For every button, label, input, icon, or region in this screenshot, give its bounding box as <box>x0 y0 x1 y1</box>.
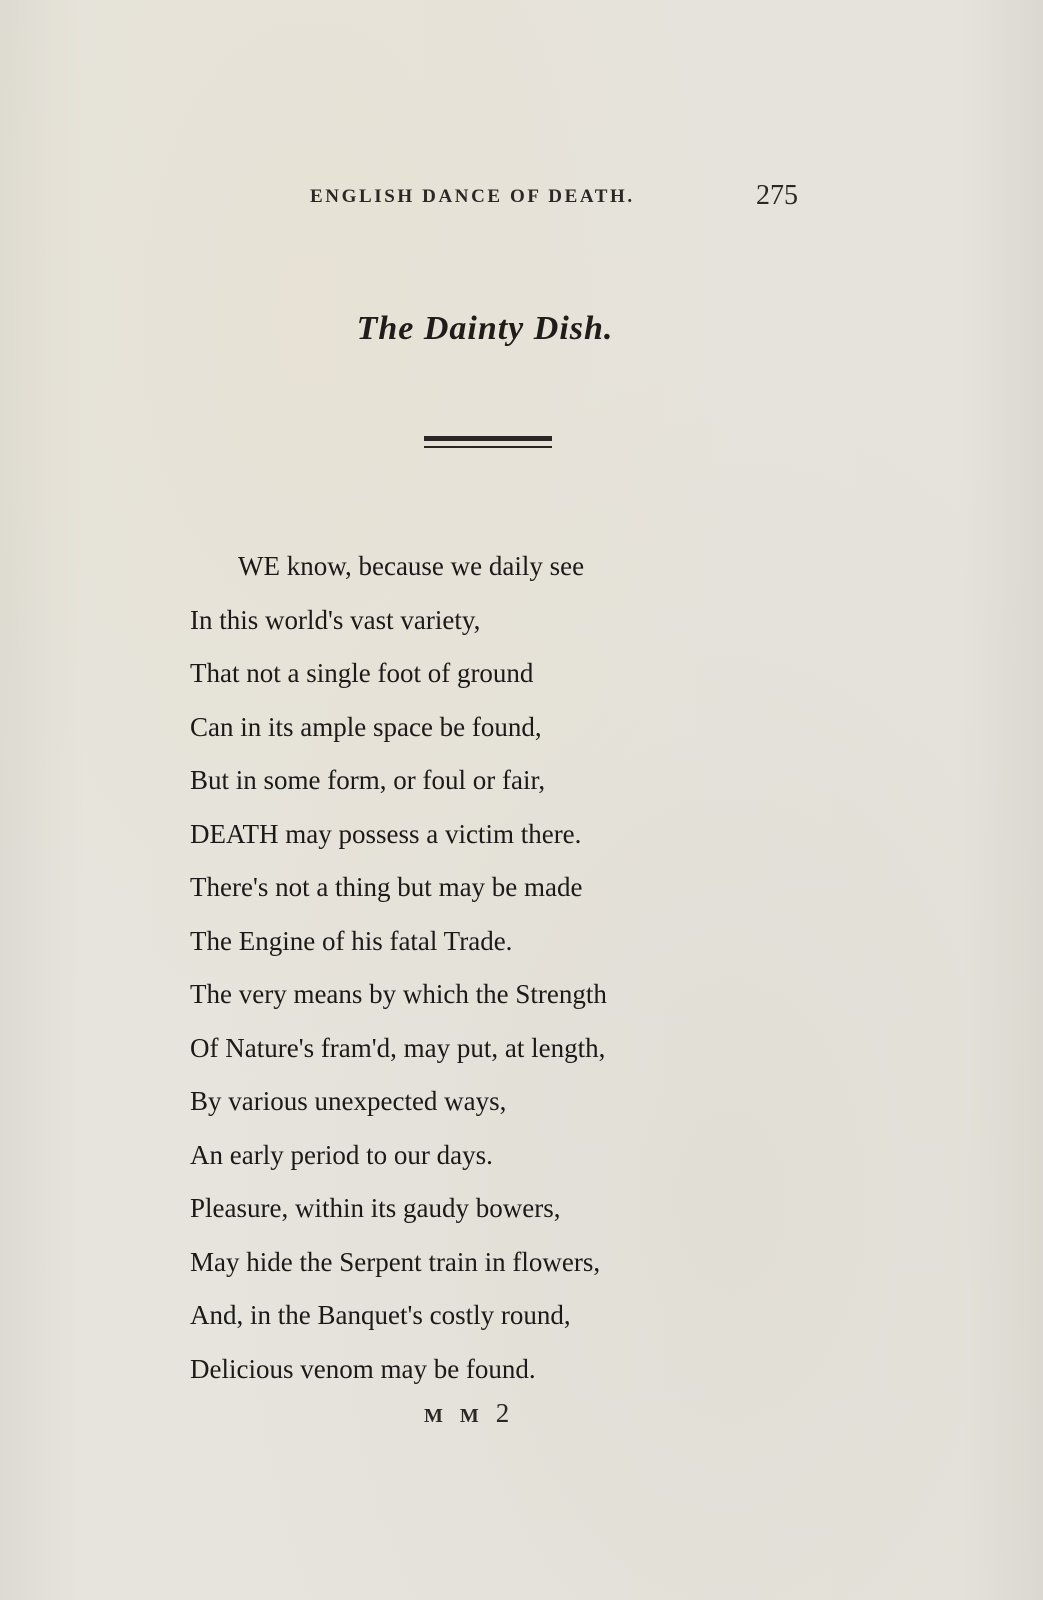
verse-line: That not a single foot of ground <box>190 658 534 688</box>
signature-mark <box>424 1398 509 1429</box>
verse-line: There's not a thing but may be made <box>190 872 583 902</box>
verse-line: In this world's vast variety, <box>190 604 481 635</box>
title-rule-thin <box>424 446 552 448</box>
verse-line: Delicious venom may be found. <box>190 1353 536 1384</box>
verse-line: Of Nature's fram'd, may put, at length, <box>190 1032 606 1063</box>
signature-number: 2 <box>495 1398 510 1428</box>
verse-line: DEATH may possess a victim there. <box>190 818 582 849</box>
verse-line: By various unexpected ways, <box>190 1086 507 1116</box>
verse-line: Can in its ample space be found, <box>190 711 542 742</box>
verse-line: Pleasure, within its gaudy bowers, <box>190 1193 561 1223</box>
title-rule-thick <box>424 436 552 441</box>
verse-line: And, in the Banquet's costly round, <box>190 1300 571 1330</box>
running-head: ENGLISH DANCE OF DEATH. <box>310 186 635 207</box>
verse-line: May hide the Serpent train in flowers, <box>190 1246 601 1277</box>
poem-verse <box>190 540 810 1396</box>
verse-line: The very means by which the Strength <box>190 979 607 1009</box>
verse-line: The Engine of his fatal Trade. <box>190 925 513 956</box>
verse-line: But in some form, or foul or fair, <box>190 765 546 795</box>
page-number: 275 <box>756 180 798 211</box>
verse-line: An early period to our days. <box>190 1139 493 1170</box>
signature-letters: M M <box>424 1405 485 1427</box>
poem-title: The Dainty Dish. <box>356 310 614 347</box>
verse-line: WE know, because we daily see <box>238 551 585 581</box>
